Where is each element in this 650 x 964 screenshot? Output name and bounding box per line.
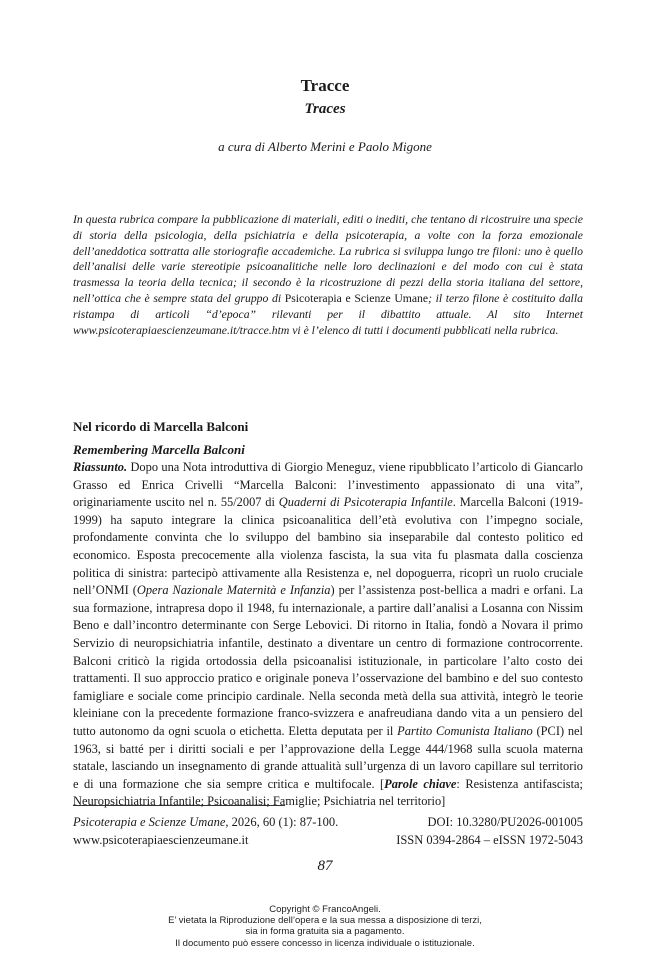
- citation-details: , 2026, 60 (1): 87-100.: [225, 815, 339, 829]
- citation-reference: [73, 815, 338, 830]
- intro-journal-name: Psicoterapia e Scienze Umane: [284, 291, 429, 305]
- abstract-text-2: . Marcella Balconi (1919-1999) ha saputo integrare la clinica psicoanalitica dell’età evolutiva con l’impegno sociale, profondamente convinta che lo sviluppo del bambino sia inseparabile dal contesto politico ed economico. Esposta precocemente alla violenza fascista, la sua vita fu plasmata dalla coscienza politica di sinistra: partecipò attivamente alla Resistenza e, nel dopoguerra, ricoprì un ruolo cruciale nell’ONMI (: [73, 495, 583, 598]
- journal-website: www.psicoterapiaescienzeumane.it: [73, 833, 249, 847]
- issn-line: ISSN 0394-2864 – eISSN 1972-5043: [396, 833, 583, 847]
- abstract-text-1: Dopo una Nota introduttiva di Giorgio Meneguz, viene ripubblicato l’articolo di Giancarlo Grasso ed Enrica Crivelli “Marcella Balconi: l’investimento appassionato di una vita”, originariamente uscito nel n. 55/2007 di: [73, 460, 583, 510]
- intro-text-part1: In questa rubrica compare la pubblicazione di materiali, editi o inediti, che tentano di ricostruire una specie di storia della psicologia, della psichiatria e della psicoterapia, a volte con la forza emozionale dell’aneddotica sottratta alle storiografie accademiche. La rubrica si sviluppa lungo tre filoni: uno è quello dell’analisi delle varie stereotipie psicoanalitiche nelle loro declinazioni e del modo con cui è stata trasmessa la teoria della tecnica; il secondo è la ricostruzione di pezzi della storia italiana del settore, nell’ottica che è sempre stata del gruppo di: [73, 213, 583, 305]
- abstract: [73, 459, 583, 811]
- copyright-line-4: Il documento può essere concesso in licenza individuale o istituzionale.: [175, 937, 475, 949]
- footnote-divider: [73, 805, 285, 806]
- copyright-line-3: sia in forma gratuita sia a pagamento.: [245, 926, 405, 938]
- copyright-line-1: Copyright © FrancoAngeli.: [269, 904, 381, 915]
- keywords-list: : Resistenza antifascista; Neuropsichiatria Infantile; Psicoanalisi; Famiglie; Psichiatria nel territorio]: [73, 776, 583, 809]
- section-introduction: [73, 212, 583, 338]
- citation-doi: DOI: 10.3280/PU2026-001005: [427, 815, 583, 829]
- section-title: Tracce: [300, 76, 350, 95]
- page-number: 87: [317, 858, 333, 874]
- keywords-label: Parole chiave: [384, 776, 457, 791]
- abstract-italic-2: Opera Nazionale Maternità e Infanzia: [136, 583, 331, 598]
- section-subtitle: Traces: [304, 101, 346, 117]
- abstract-label: Riassunto.: [73, 460, 128, 474]
- abstract-text-4: (PCI) nel 1963, si batté per i diritti sociali e per l’approvazione della Legge 444/1968 sulla scuola materna statale, lasciando un insegnamento di grande attualità sull’urgenza di un lavoro capillare sul territorio e di una formazione che sia sempre critica e multifocale. [: [73, 723, 583, 791]
- abstract-italic-1: Quaderni di Psicoterapia Infantile: [278, 495, 453, 510]
- article-title: Nel ricordo di Marcella Balconi: [73, 419, 249, 434]
- copyright-notice: [0, 904, 650, 949]
- citation-journal: Psicoterapia e Scienze Umane: [73, 815, 226, 829]
- intro-text-part2: ; il terzo filone è costituito dalla ristampa di articoli “d’epoca” rilevanti per il dibattito attuale. Al sito Internet www.psicoterapiaescienzeumane.it/tracce.htm vi è l’elenco di tutti i documenti pubblicati nella rubrica.: [73, 291, 584, 337]
- abstract-text-3: ) per l’assistenza post-bellica a madri e orfani. La sua formazione, intrapresa dopo il 1948, fu internazionale, a partire dall’analisi a Losanna con Nissim Beno e dall’incontro determinante con Serge Lebovici. Di ritorno in Italia, fondò a Novara il primo Servizio di neuropsichiatria infantile, destinato a diventare un centro di formazione controcorrente. Balconi criticò la rigida ortodossia della psicoanalisi istituzionale, in particolare l’alto costo dei trattamenti. Il suo approccio pratico e originale poneva l’osservazione del bambino e del suo contesto famigliare e sociale come principio cardinale. Nella seconda metà della sua attività, integrò le teorie kleiniane con la precedente formazione franco-svizzera e anafreudiana dando vita a un pensiero del tutto autonomo da ogni scuola o etichetta. Eletta deputata per il: [73, 583, 583, 738]
- article-subtitle: Remembering Marcella Balconi: [73, 442, 245, 457]
- editors-line: a cura di Alberto Merini e Paolo Migone: [218, 139, 432, 154]
- copyright-line-2: E’ vietata la Riproduzione dell’opera e la sua messa a disposizione di terzi,: [168, 915, 482, 927]
- abstract-italic-3: Partito Comunista Italiano: [397, 723, 533, 738]
